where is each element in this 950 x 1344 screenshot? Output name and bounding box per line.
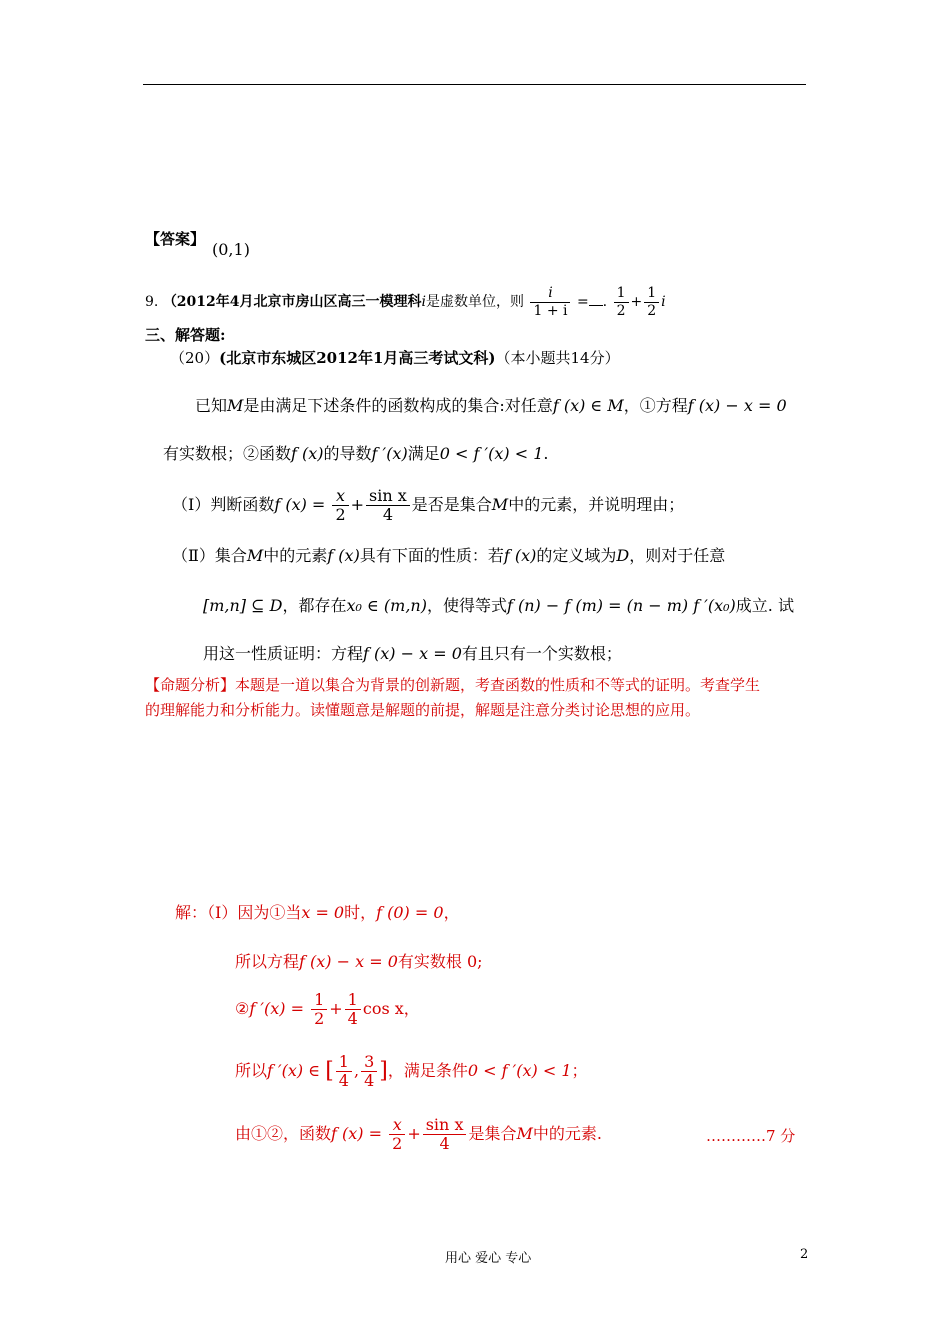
- q20-source: (北京市东城区2012年1月高三考试文科): [219, 349, 496, 367]
- sol-s4-fp: f ′(x) ∈: [267, 1061, 321, 1080]
- sol-s2-b: 有实数根 0;: [397, 952, 483, 971]
- q20-p2-label: （Ⅱ）集合: [172, 546, 247, 565]
- q20-l1-a: 已知: [195, 396, 228, 415]
- q20-p1-label: （Ⅰ）判断函数: [172, 495, 275, 514]
- q9-fraction: [530, 285, 570, 318]
- sol-s5-frac2-num: sin x: [425, 1114, 464, 1134]
- sol-s5-a: 由①②，函数: [235, 1124, 332, 1143]
- q9-source: （2012年4月北京市房山区高三一模理科: [162, 294, 422, 310]
- q20-l2-d: .: [543, 444, 549, 463]
- q20-l2-fpx: f ′(x): [371, 444, 408, 463]
- q20-p2-M: M: [246, 546, 264, 565]
- analysis-label: 【命题分析】: [145, 676, 236, 694]
- solution-line-1: [175, 900, 460, 923]
- q20-p2-D: D: [616, 546, 630, 565]
- q20-p1-plus: +: [350, 495, 365, 514]
- sol-s3-plus: +: [329, 999, 343, 1018]
- q9-text: 是虚数单位，则: [426, 294, 525, 310]
- q20-p1-frac1-den: 2: [332, 505, 348, 524]
- sol-s4-frac1: [336, 1053, 352, 1091]
- q20-p1-frac2: [366, 487, 410, 525]
- sol-s5-frac1-den: 2: [389, 1134, 405, 1153]
- sol-s4-b: ，满足条件: [387, 1061, 468, 1080]
- analysis-text-1: 本题是一道以集合为背景的创新题，考查函数的性质和不等式的证明。考查学生: [235, 676, 761, 694]
- sol-s4-bracket-right: ]: [379, 1058, 388, 1084]
- q20-l6-a: 用这一性质证明：方程: [203, 644, 364, 663]
- q20-l1-M: M: [227, 396, 244, 415]
- q20-number: （20）: [170, 349, 220, 367]
- q20-p1-text2: 中的元素，并说明理由；: [508, 495, 685, 514]
- sol-s2-eq: f (x) − x = 0: [299, 952, 398, 971]
- sol-s4-frac1-den: 4: [336, 1071, 352, 1090]
- q20-l2-b: 的导数: [323, 444, 372, 463]
- sol-s3-frac2-den: 4: [345, 1009, 361, 1028]
- sol-s5-fx: f (x) =: [331, 1124, 383, 1143]
- q9-var-i: i: [421, 294, 427, 310]
- q20-p2-a: 中的元素: [263, 546, 328, 565]
- q20-l2-ineq: 0 < f ′(x) < 1: [439, 444, 544, 463]
- sol-s4-comma: ,: [353, 1061, 360, 1080]
- sol-s1-b: 时，: [344, 903, 377, 922]
- sol-s4-frac1-num: 1: [338, 1051, 349, 1071]
- q9-ans-frac1: [614, 285, 629, 318]
- sol-s4-bracket-left: [: [325, 1058, 334, 1084]
- solution-line-5: [235, 1111, 602, 1157]
- q20-p2-d: ，则对于任意: [629, 546, 726, 565]
- sol-s3-frac2-num: 1: [347, 989, 358, 1009]
- q9-ans-frac2-num: 1: [647, 285, 657, 302]
- sol-s3-fp: f ′(x) =: [249, 999, 304, 1018]
- q20-l2-fx: f (x): [291, 444, 324, 463]
- q20-l1-fx: f (x) ∈ M: [552, 396, 624, 415]
- solution-line-4: [235, 1048, 588, 1095]
- header-rule: [143, 84, 806, 85]
- q20-header: [170, 347, 620, 368]
- sol-s3-frac2: [345, 991, 361, 1029]
- q20-l1-b: 是由满足下述条件的函数构成的集合:对任意: [243, 396, 553, 415]
- q20-p1-fx: f (x) =: [274, 495, 326, 514]
- sol-s3-cos: cos x: [362, 999, 404, 1018]
- q9-frac-den: 1 + i: [530, 302, 570, 319]
- sol-s1-val: f (0) = 0: [376, 903, 444, 922]
- q20-p1-text: 是否是集合: [411, 495, 492, 514]
- q9-dot: .: [602, 294, 608, 310]
- sol-s3-b: ，: [403, 999, 420, 1018]
- sol-s4-frac2: [361, 1053, 377, 1091]
- sol-s3-frac1-den: 2: [311, 1009, 327, 1028]
- q20-l5-c: 成立. 试: [735, 596, 794, 615]
- q20-line-1: [195, 393, 787, 416]
- q9-ans-frac1-num: 1: [616, 285, 626, 302]
- q20-p1-frac2-den: 4: [366, 505, 410, 524]
- solution-line-2: [235, 949, 483, 972]
- q20-l5-interval: [m,n] ⊆ D: [203, 596, 283, 615]
- sol-s3-frac1-num: 1: [314, 989, 325, 1009]
- q20-l2-a: 有实数根；②函数: [163, 444, 292, 463]
- footer-slogan: 用心 爱心 专心: [445, 1251, 532, 1266]
- sol-s4-a: 所以: [235, 1061, 268, 1080]
- q20-l2-c: 满足: [407, 444, 440, 463]
- sol-s1-cond: x = 0: [301, 903, 345, 922]
- sol-s1-a: 解：（Ⅰ）因为①当: [175, 903, 302, 922]
- sol-s5-c: 中的元素.: [532, 1124, 602, 1143]
- q20-l5-a: ，都存在: [282, 596, 347, 615]
- sol-s5-M: M: [516, 1124, 533, 1143]
- q20-part-2: [172, 543, 725, 566]
- q20-l5-b: ，使得等式: [426, 596, 507, 615]
- q9-blank: [589, 291, 603, 306]
- section-3-title: 三、解答题:: [145, 326, 226, 344]
- question-9: [145, 280, 666, 324]
- q20-l1-c: ，①方程: [623, 396, 688, 415]
- solution-score: …………7 分: [706, 1127, 796, 1145]
- sol-s4-c: ；: [571, 1061, 588, 1080]
- sol-s5-frac1: [389, 1116, 405, 1154]
- sol-s1-c: ，: [443, 903, 460, 922]
- q20-l6-eq: f (x) − x = 0: [363, 644, 462, 663]
- q9-number: 9.: [145, 294, 159, 310]
- q20-p1-frac1: [332, 487, 348, 525]
- q20-p2-fx2: f (x): [503, 546, 537, 565]
- q9-ans-frac2: [644, 285, 659, 318]
- solution-line-3: [235, 986, 420, 1032]
- sol-s3-a: ②: [235, 999, 250, 1018]
- q9-frac-num: i: [548, 285, 553, 302]
- q20-points: （本小题共14分）: [495, 349, 620, 367]
- q9-eq: =: [576, 294, 589, 310]
- sol-s5-plus: +: [407, 1124, 421, 1143]
- sol-s4-ineq: 0 < f ′(x) < 1: [467, 1061, 572, 1080]
- q20-l1-eq: f (x) − x = 0: [687, 396, 787, 415]
- sol-s5-frac2: [423, 1116, 467, 1154]
- sol-s5-frac2-den: 4: [423, 1134, 467, 1153]
- q20-p1-frac1-num: x: [336, 485, 346, 505]
- answer-label: 【答案】: [145, 230, 206, 248]
- sol-s3-frac1: [311, 991, 327, 1029]
- q9-ans-plus: +: [630, 294, 643, 310]
- q20-p2-c: 的定义域为: [536, 546, 617, 565]
- q9-ans-i: i: [661, 294, 666, 310]
- q20-line-2: [163, 441, 548, 464]
- q20-p1-M: M: [491, 495, 509, 514]
- q20-l6-b: 有且只有一个实数根；: [461, 644, 622, 663]
- analysis-line-1: [145, 674, 760, 695]
- answer-value: (0,1): [212, 240, 250, 259]
- q20-l5-eq: f (n) − f (m) = (n − m) f ′(x₀): [506, 596, 736, 615]
- q9-ans-frac2-den: 2: [644, 302, 659, 319]
- sol-s2-a: 所以方程: [235, 952, 300, 971]
- q20-line-5: [203, 593, 794, 616]
- analysis-line-2: 的理解能力和分析能力。读懂题意是解题的前提，解题是注意分类讨论思想的应用。: [145, 701, 701, 719]
- sol-s4-frac2-den: 4: [361, 1071, 377, 1090]
- q9-ans-frac1-den: 2: [614, 302, 629, 319]
- q20-p2-b: 具有下面的性质：若: [359, 546, 504, 565]
- q20-part-1: [172, 482, 684, 528]
- q20-l5-x0: x₀ ∈ (m,n): [346, 596, 427, 615]
- sol-s5-b: 是集合: [468, 1124, 517, 1143]
- q20-p2-fx: f (x): [327, 546, 360, 565]
- sol-s4-frac2-num: 3: [364, 1051, 375, 1071]
- q20-line-6: [203, 641, 622, 664]
- q20-p1-frac2-num: sin x: [369, 485, 407, 505]
- sol-s5-frac1-num: x: [392, 1114, 402, 1134]
- page-number: 2: [800, 1247, 809, 1262]
